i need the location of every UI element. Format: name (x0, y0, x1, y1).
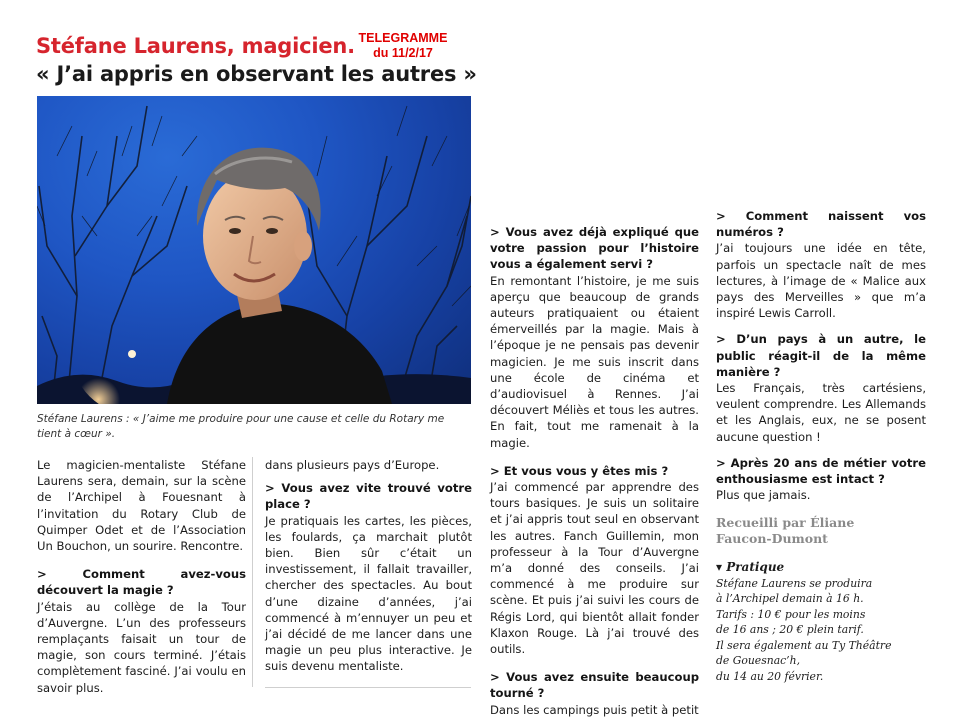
article-column-1 (37, 457, 246, 696)
answer-discovery: J’étais au collège de la Tour d’Auvergne. L’un des professeurs remplaçants faisait un tour de magie, son cours terminé. J’étais complètement fasciné. J’ai voulu en savoir plus. (37, 599, 246, 695)
answer-start: J’ai commencé par apprendre des tours basiques. Je suis un solitaire et j’ai appris tout seul en observant les autres. Fanch Guillemin, mon professeur à la Tour d’Auvergne m’a donné des conseils. J’ai commencé à me produire sur scène. Et puis j’ai suivi les cours de Régis Lord, qui bientôt allait fonder Klaxon Rouge. Là j’ai trouvé des outils. (490, 480, 699, 657)
headline-quote: « J’ai appris en observant les autres » (36, 62, 477, 86)
source-stamp (355, 31, 451, 61)
photo-caption: Stéfane Laurens : « J’aime me produire pour une cause et celle du Rotary me tient à cœur ». (37, 413, 445, 440)
answer-touring: Dans les campings puis petit à petit (490, 702, 699, 717)
question-start: > Et vous vous y êtes mis ? (490, 463, 669, 478)
practical-line: de Gouesnac’h, (716, 654, 800, 668)
answer-place: Je pratiquais les cartes, les pièces, les foulards, ça marchait plutôt bien. Bien sûr c’était un investissement, il fallait travailler, chercher des spectacles. Au bout d’une dizaine d’années, j’ai commencé à m’ennuyer un peu et j’ai décidé de me lancer dans une magie un peu plus interactive. Je suis devenu mentaliste. (265, 513, 472, 674)
question-discovery: > Comment avez-vous découvert la magie ? (37, 567, 246, 598)
author-signature (716, 515, 926, 547)
answer-enthusiasm: Plus que jamais. (716, 488, 811, 503)
question-history: > Vous avez déjà expliqué que votre passion pour l’histoire vous a également servi ? (490, 225, 699, 272)
article-intro: Le magicien-mentaliste Stéfane Laurens sera, demain, sur la scène de l’Archipel à Fouesnant à l’invitation du Rotary Club de Quimper Odet et de l’Association Un Bouchon, un sourire. Rencontre. (37, 458, 246, 554)
practical-line: Tarifs : 10 € pour les moins (716, 607, 866, 621)
answer-history: En remontant l’histoire, je me suis aperçu que beaucoup de grands auteurs pratiquaient ou étaient émerveillés par la magie. Mais à l’époque je ne pensais pas devenir magicien. Je me suis inscrit dans une école de cinéma et d’audiovisuel à Rennes. J’ai découvert Méliès et tous les autres. En fait, tout me ramenait à la magie. (490, 273, 699, 450)
practical-info (716, 576, 926, 685)
photo-illustration (37, 96, 471, 404)
practical-line: à l’Archipel demain à 16 h. (716, 592, 864, 606)
question-numbers: > Comment naissent vos numéros ? (716, 209, 926, 240)
question-touring: > Vous avez ensuite beaucoup tourné ? (490, 670, 699, 701)
practical-line: du 14 au 20 février. (716, 669, 824, 683)
portrait-photo (37, 96, 471, 404)
article-column-4 (716, 208, 926, 684)
column-divider (252, 457, 253, 687)
answer-continued: dans plusieurs pays d’Europe. (265, 458, 440, 472)
signature-line-2: Faucon-Dumont (716, 531, 828, 547)
headline-name: Stéfane Laurens, magicien. (36, 34, 355, 58)
question-place: > Vous avez vite trouvé votre place ? (265, 481, 472, 512)
article-column-3 (490, 224, 699, 718)
practical-info-heading: ▾ Pratique (716, 560, 785, 575)
signature-line-1: Recueilli par Éliane (716, 515, 855, 531)
answer-numbers: J’ai toujours une idée en tête, parfois un spectacle naît de mes lectures, à l’image de « Malice aux pays des Merveilles » que m’a inspiré Lewis Carroll. (716, 241, 926, 321)
practical-line: Stéfane Laurens se produira (716, 576, 873, 590)
article-column-2 (265, 457, 472, 675)
stamp-date: du 11/2/17 (373, 46, 433, 60)
answer-audience: Les Français, très cartésiens, veulent comprendre. Les Allemands et les Anglais, eux, ne se posent aucune question ! (716, 381, 926, 444)
column-bottom-rule (265, 687, 471, 688)
question-enthusiasm: > Après 20 ans de métier votre enthousiasme est intact ? (716, 455, 926, 487)
stamp-newspaper: TELEGRAMME (358, 31, 448, 45)
question-audience: > D’un pays à un autre, le public réagit-il de la même manière ? (716, 332, 926, 379)
practical-line: de 16 ans ; 20 € plein tarif. (716, 623, 864, 637)
practical-line: Il sera également au Ty Théâtre (716, 638, 892, 652)
